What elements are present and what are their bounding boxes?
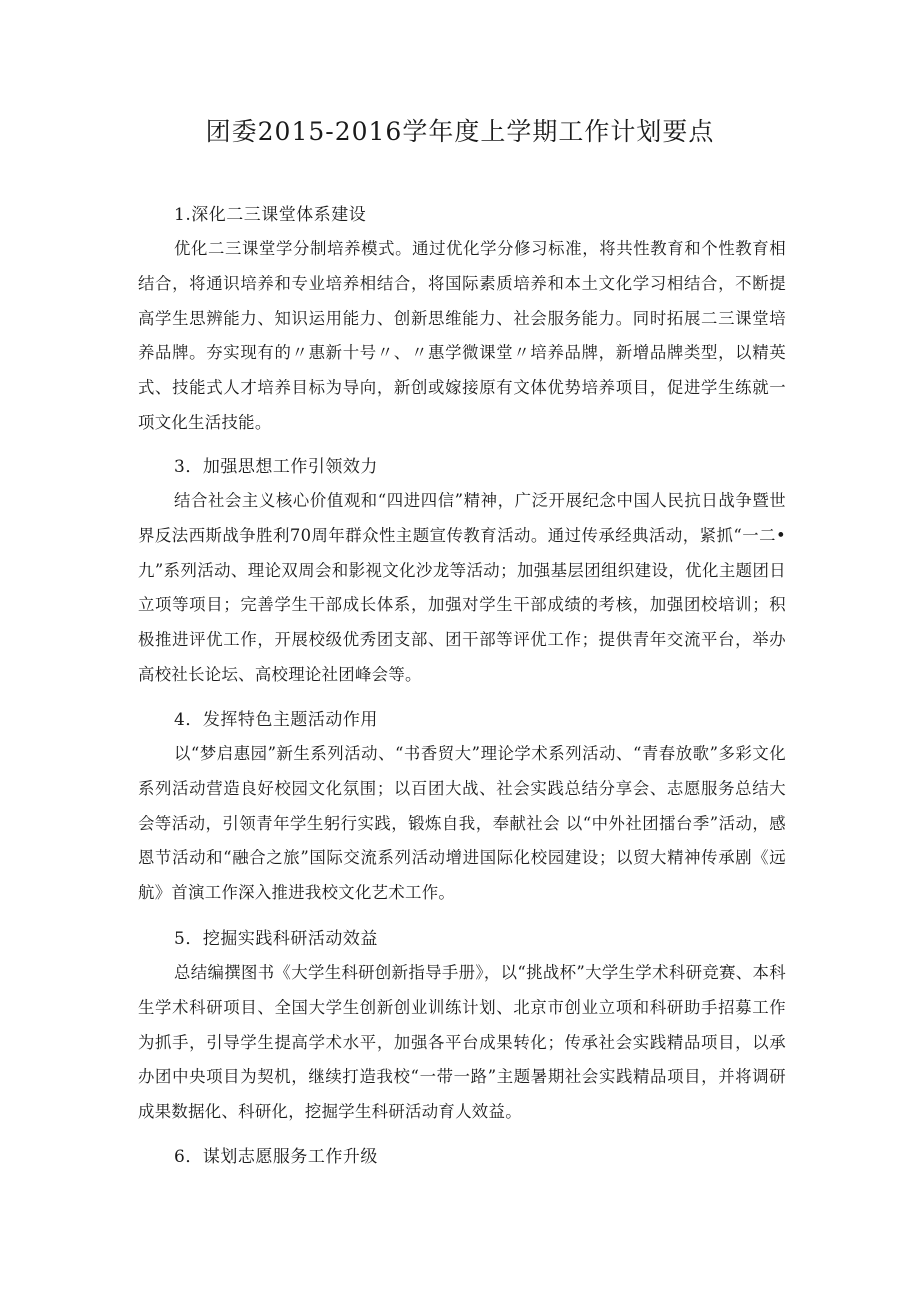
section-5: [138, 922, 786, 1130]
section-paragraph: 优化二三课堂学分制培养模式。通过优化学分修习标准，将共性教育和个性教育相结合，将通识培养和专业培养相结合，将国际素质培养和本土文化学习相结合，不断提高学生思辨能力、知识运用能力、创新思维能力、社会服务能力。同时拓展二三课堂培养品牌。夯实现有的〃惠新十号〃、〃惠学微课堂〃培养品牌，新增品牌类型，以精英式、技能式人才培养目标为导向，新创或嫁接原有文体优势培养项目，促进学生练就一项文化生活技能。: [138, 239, 786, 432]
section-heading: 3．加强思想工作引领效力: [174, 457, 378, 477]
section-heading: 5．挖掘实践科研活动效益: [174, 929, 378, 949]
section-3: [138, 450, 786, 693]
section-paragraph: 结合社会主义核心价值观和“四进四信”精神，广泛开展纪念中国人民抗日战争暨世界反法西斯战争胜利70周年群众性主题宣传教育活动。通过传承经典活动，紧抓“一二•九”系列活动、理论双周会和影视文化沙龙等活动；加强基层团组织建设，优化主题团日立项等项目；完善学生干部成长体系，加强对学生干部成绩的考核，加强团校培训；积极推进评优工作，开展校级优秀团支部、团干部等评优工作；提供青年交流平台，举办高校社长论坛、高校理论社团峰会等。: [138, 491, 786, 684]
section-paragraph: 以“梦启惠园”新生系列活动、“书香贸大”理论学术系列活动、“青春放歌”多彩文化系列活动营造良好校园文化氛围；以百团大战、社会实践总结分享会、志愿服务总结大会等活动，引领青年学生躬行实践，锻炼自我，奉献社会 以“中外社团擂台季”活动，感恩节活动和“融合之旅”国际交流系列活动增进国际化校园建设；以贸大精神传承剧《远航》首演工作深入推进我校文化艺术工作。: [138, 744, 786, 903]
section-heading: 6．谋划志愿服务工作升级: [174, 1147, 378, 1167]
section-heading: 4．发挥特色主题活动作用: [174, 710, 378, 730]
page-title: 团委2015-2016学年度上学期工作计划要点: [205, 117, 715, 146]
section-paragraph: 总结编撰图书《大学生科研创新指导手册》，以“挑战杯”大学生学术科研竞赛、本科生学术科研项目、全国大学生创新创业训练计划、北京市创业立项和科研助手招募工作为抓手，引导学生提高学术水平，加强各平台成果转化；传承社会实践精品项目，以承办团中央项目为契机，继续打造我校“一带一路”主题暑期社会实践精品项目，并将调研成果数据化、科研化，挖掘学生科研活动育人效益。: [138, 963, 786, 1122]
section-6: [138, 1140, 786, 1174]
section-4: [138, 703, 786, 911]
section-heading: 1.深化二三课堂体系建设: [174, 205, 367, 225]
section-1: [138, 198, 786, 441]
